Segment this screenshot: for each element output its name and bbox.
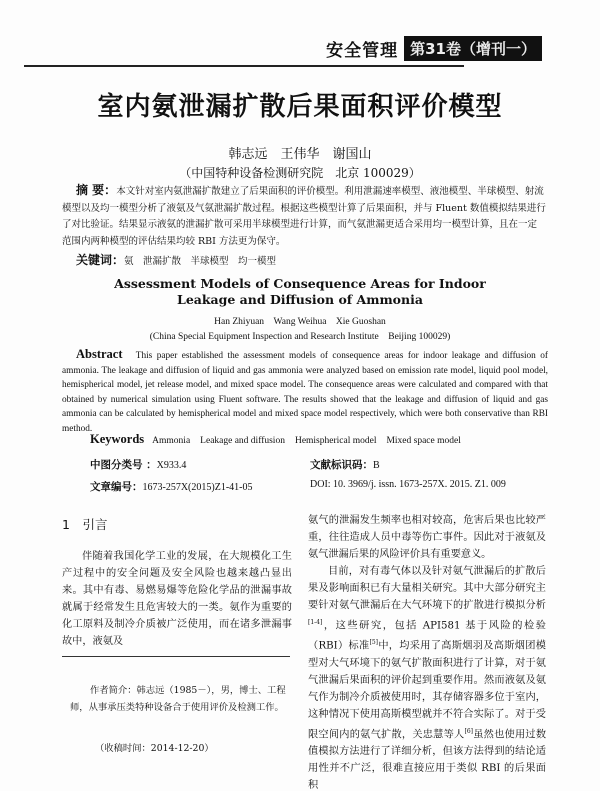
affiliation-zh: （中国特种设备检测研究院 北京 100029） (179, 166, 421, 180)
abstract-en-label: Abstract (76, 347, 123, 361)
title-en: Assessment Models of Consequence Areas for Indoor Leakage and Diffusion of Ammonia (114, 276, 486, 307)
keywords-zh-label: 关键词： (76, 253, 125, 267)
authors-en: Han Zhiyuan Wang Weihua Xie Guoshan (214, 317, 386, 327)
volume-badge: 第31卷（增刊一） (404, 36, 542, 61)
abstract-en (62, 347, 548, 436)
abstract-zh-text: 本文针对室内氨泄漏扩散建立了后果面积的评价模型。利用泄漏速率模型、液池模型、半球模型、射流模型以及均一模型分析了液氨及气氨泄漏扩散过程。根据这些模型计算了后果面积，并与 Fluent 数值模拟结果进行了对比验证。结果显示液氨的泄漏扩散可采用半球模型进行计算，而气氨泄漏更适合采用均一模型计算，且在一定范围内两种模型的评估结果均较 RBI 方法更为保守。 (62, 186, 546, 247)
paragraph: 伴随着我国化学工业的发展，在大规模化工生产过程中的安全问题及安全风险也越来越凸显出来。其中有毒、易燃易爆等危险化学品的泄漏事故就属于经常发生且危害较大的一类。氨作为重要的化工原料及制冷介质被广泛使用，而在诸多泄漏事故中，液氨及 (62, 551, 292, 647)
title-zh: 室内氨泄漏扩散后果面积评价模型 (97, 92, 503, 122)
footnote-rule (62, 656, 290, 657)
keyword: Leakage and diffusion (200, 436, 285, 446)
keywords-en-label: Keywords (90, 432, 145, 446)
keyword: Mixed space model (386, 436, 461, 446)
keyword: Ammonia (152, 436, 191, 446)
abstract-zh (62, 182, 546, 250)
section-heading: 1 引言 (62, 517, 108, 532)
abstract-zh-label: 摘 要： (76, 183, 117, 197)
keywords-en (90, 432, 471, 447)
keywords-zh-text: 氨 泄漏扩散 半球模型 均一模型 (124, 256, 277, 267)
keyword: Hemispherical model (294, 436, 377, 446)
clc-value: X933.4 (156, 460, 187, 471)
paragraph: 氨气的泄漏发生频率也相对较高，危害后果也比较严重，往往造成人员中毒等伤亡事件。因此对于液氨及氨气泄漏后果的风险评价具有重要意义。 (308, 515, 546, 560)
text: 中，均采用了高斯烟羽及高斯烟团模型对大气环境下的氨气扩散面积进行了计算，对于氨气泄漏后果面积的评价起到重要作用。然而液氨及氨气作为制冷介质被使用时，其存储容器多位于室内，这种情况下使用高斯模型就并不符合实际了。对于受限空间内的氨气扩散，关忠慧等人 (308, 640, 546, 741)
artno-label: 文章编号： (90, 481, 143, 493)
text: ，这些研究，包括 API581 基于风险的检验（RBI）标准 (308, 620, 546, 652)
authors-zh: 韩志远 王伟华 谢国山 (228, 147, 372, 162)
abstract-en-text: This paper established the assessment models of consequence areas for indoor leakage and diffusion of ammonia. The leakage and diffusion of liquid and gas ammonia were analyzed based on emission rate model, liquid pool model, hemispherical model, jet release model, and mixed space model. The consequence areas were calculated and compared with that obtained by numerical simulation using Fluent software. The results showed that the leakage and diffusion of liquid and gas ammonia can be calculated by hemispherical model and mixed space model respectively, which were both conservative than RBI method. (62, 351, 548, 434)
citation: [5] (369, 639, 378, 647)
artno-value: 1673-257X(2015)Z1-41-05 (142, 482, 253, 493)
header-rule (24, 65, 464, 67)
affiliation-en: (China Special Equipment Inspection and Research Institute Beijing 100029) (149, 332, 451, 342)
journal-name: 安全管理 (326, 41, 399, 61)
article-number (90, 479, 252, 494)
doc-value: B (373, 460, 380, 471)
document-code (310, 457, 380, 472)
running-header (326, 36, 542, 61)
author-bio-footnote: 作者简介：韩志远（1985－），男，博士、工程师，从事承压类特种设备合于使用评价及检测工作。 (70, 685, 286, 713)
doi: DOI: 10. 3969/j. issn. 1673-257X. 2015. Z1. 009 (310, 479, 506, 490)
citation: [6] (464, 727, 473, 735)
received-date: （收稿时间：2014-12-20） (95, 743, 214, 754)
clc-label: 中图分类号 ： (90, 459, 157, 471)
left-column (62, 548, 292, 650)
text: 目前，对有毒气体以及针对氨气泄漏后的扩散后果及影响面积已有大量相关研究。其中大部分研究主要针对氨气泄漏后在大气环境下的扩散进行模拟分析 (308, 566, 546, 611)
citation: [1-4] (308, 619, 323, 626)
doc-label: 文献标识码： (310, 459, 373, 471)
clc-number (90, 457, 186, 472)
paragraph (308, 563, 546, 791)
right-column (308, 512, 546, 791)
keywords-zh (62, 252, 546, 271)
text: 虽然也使用过数值模拟方法进行了详细分析，但该方法得到的结论适用性并不广泛，很难直接应用于类似 RBI 的后果面积 (308, 729, 547, 791)
